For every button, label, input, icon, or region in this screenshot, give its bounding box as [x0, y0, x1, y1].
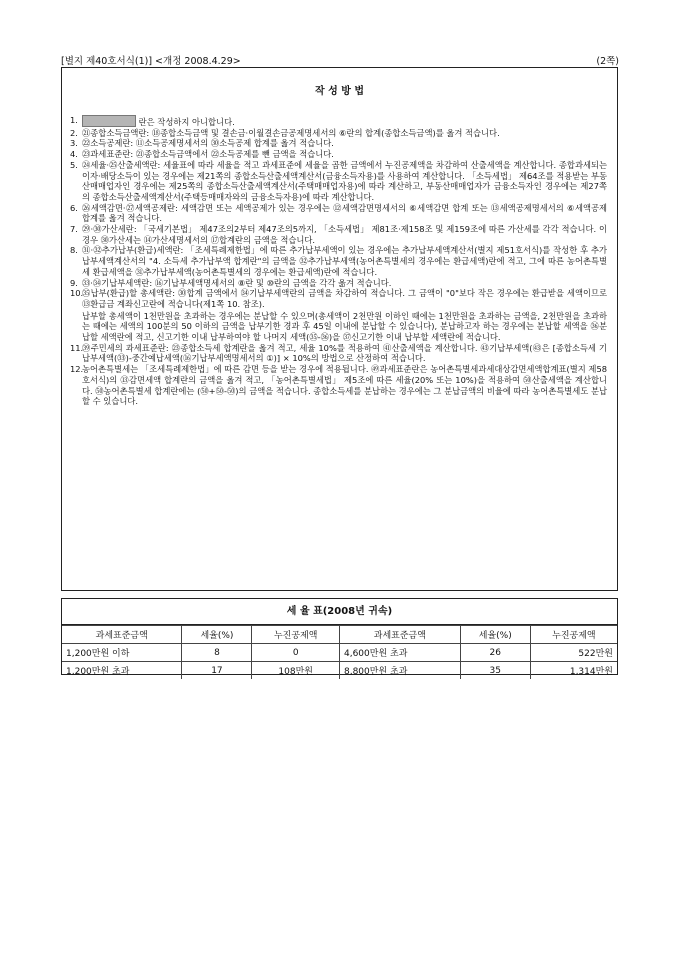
- instruction-number: 12.: [70, 364, 84, 375]
- table-cell: 522만원: [530, 644, 617, 662]
- instructions-title: 작 성 방 법: [314, 86, 365, 97]
- instruction-text: ㉙·㉚가산세란: 「국세기본법」 제47조의2부터 제47조의5까지, 「소득세법」 제81조·제158조 및 제159조에 따른 가산세를 각각 적습니다. 이 경우 ㉚가산세는 ⑭가산세명세서의 ⑰합계란의 금액을 적습니다.: [82, 224, 607, 245]
- table-header-cell: 누진공제액: [530, 626, 617, 644]
- form-header: [61, 53, 619, 67]
- tax-rate-table-title: 세 율 표(2008년 귀속): [62, 599, 617, 625]
- instruction-text: ㉟납부(환급)할 총세액란: ㉚합계 금액에서 ㉞기납부세액란의 금액을 차감하여 적습니다. 그 금액이 "0"보다 작은 경우에는 환급받을 세액이므로 ⑬환급금 계좌신고란에 적습니다(제1쪽 10. 참조).: [82, 288, 607, 309]
- instruction-item: [70, 245, 607, 277]
- table-cell: 1,314만원: [530, 662, 617, 680]
- instruction-item: [70, 128, 607, 139]
- instruction-text: ㉛·㉜추가납부(환급)세액란: 「조세특례제한법」에 따른 추가납부세액이 있는 경우에는 추가납부세액계산서(별지 제51호서식)를 작성한 후 추가납부세액계산서의 "4. 소득세 추가납부액 합계란"의 금액을 ㉜추가납부세액(농어촌특별세의 경우에는 환급세액)란에 적고, 그에 따른 농어촌특별세 환급세액을 ㉛추가납부세액(농어촌특별세의 경우에는 환급세액)란에 적습니다.: [82, 245, 607, 277]
- table-header-cell: 누진공제액: [252, 626, 340, 644]
- instruction-item: [70, 115, 607, 128]
- instruction-item: [70, 288, 607, 343]
- table-row: [62, 644, 617, 662]
- instructions-box: [61, 67, 618, 591]
- instruction-item: [70, 343, 607, 364]
- table-cell: 26: [460, 644, 530, 662]
- instruction-item: [70, 138, 607, 149]
- table-header-cell: 세율(%): [182, 626, 252, 644]
- table-cell: 17: [182, 662, 252, 680]
- instruction-text: ㉒소득공제란: ⑪소득공제명세서의 ㉚소득공제 합계를 옮겨 적습니다.: [82, 138, 334, 149]
- instruction-text: ㉖세액감면·㉗세액공제란: 세액감면 또는 세액공제가 있는 경우에는 ⑫세액감면명세서의 ⑥세액감면 합계 또는 ⑬세액공제명세서의 ⑥세액공제 합계를 옮겨 적습니다.: [82, 202, 607, 224]
- instruction-text: ㉔세율·㉕산출세액란: 세율표에 따라 세율을 적고 과세표준에 세율을 곱한 금액에서 누진공제액을 차감하여 산출세액을 계산합니다. 종합과세되는 이자·배당소득이 있는 경우에는 제21쪽의 종합소득산출세액계산서(금융소득자용)를 사용하여 계산합니다. 「소득세법」 제64조를 적용받는 부동산매매업자인 경우에는 제25쪽의 종합소득산출세액계산서(주택매매업자용)에 따라 계산하고, 부동산매매업자가 금융소득자인 경우에는 제27쪽의 종합소득산출세액계산서(주택등매매자와의 금융소득자용)에 따라 계산합니다.: [82, 159, 607, 202]
- instruction-item: [70, 149, 607, 160]
- instruction-number: 8.: [70, 245, 78, 256]
- instruction-item: [70, 224, 607, 245]
- instruction-number: 3.: [70, 138, 78, 149]
- table-header-cell: 세율(%): [460, 626, 530, 644]
- instruction-text: 농어촌특별세는 「조세특례제한법」에 따른 감면 등을 받는 경우에 적용됩니다. ㊾과세표준란은 농어촌특별세과세대상감면세액합계표(별지 제58호서식)의 ⑬감면세액 합계란의 금액을 옮겨 적고, 「농어촌특별세법」 제5조에 따른 세율(20% 또는 10%)을 적용하여 ㊿산출세액을 계산합니다. ㊿농어촌특별세 합계란에는 (㊿+㊿-㊿)의 금액을 적습니다. 종합소득세를 분납하는 경우에는 그 분납금액의 비율에 따라 농어촌특별세도 분납할 수 있습니다.: [82, 364, 607, 407]
- instructions-list: [62, 115, 617, 407]
- instruction-number: 4.: [70, 149, 78, 160]
- instruction-number: 1.: [70, 115, 78, 125]
- instruction-item: [70, 203, 607, 224]
- instruction-item: [70, 278, 607, 289]
- table-cell: 35: [460, 662, 530, 680]
- instruction-number: 6.: [70, 202, 78, 213]
- instruction-number: 7.: [70, 224, 78, 235]
- instruction-text: 란은 작성하지 아니합니다.: [138, 117, 235, 127]
- instruction-text: ㉓과세표준란: ㉑종합소득금액에서 ㉒소득공제를 뺀 금액을 적습니다.: [82, 149, 334, 160]
- page-indicator: (2쪽): [596, 56, 619, 67]
- form-number: [별지 제40호서식(1)] <개정 2008.4.29>: [61, 56, 241, 67]
- instruction-text: ㉝·㉞기납부세액란: ⑯기납부세액명세서의 ⑧란 및 ⑩란의 금액을 각각 옮겨 적습니다.: [82, 277, 392, 288]
- instruction-number: 2.: [70, 127, 78, 138]
- table-header-cell: 과세표준금액: [62, 626, 182, 644]
- instruction-number: 5.: [70, 159, 78, 170]
- instruction-item: [70, 364, 607, 407]
- table-cell: 108만원: [252, 662, 340, 680]
- shaded-field-sample: [82, 115, 136, 127]
- instruction-subtext: 납부할 총세액이 1천만원을 초과하는 경우에는 분납할 수 있으며(총세액이 2천만원 이하인 때에는 1천만원을 초과하는 금액을, 2천만원을 초과하는 때에는 세액의 100분의 50 이하의 금액을 납부기한 경과 후 45일 이내에 분납할 수 있습니다), 분납하고자 하는 경우에는 분납할 세액을 ㊱분납할 세액란에 적고, 신고기한 이내 납부하여야 할 나머지 세액(㉟-㊱)을 ㊲신고기한 이내 납부할 세액란에 적습니다.: [82, 310, 607, 343]
- tax-rate-table-box: [61, 598, 618, 675]
- instruction-number: 10.: [70, 288, 84, 299]
- table-header-cell: 과세표준금액: [339, 626, 460, 644]
- instruction-number: 9.: [70, 277, 78, 288]
- table-cell: 8: [182, 644, 252, 662]
- table-cell: 4,600만원 초과: [339, 644, 460, 662]
- instruction-text: ㉑종합소득금액란: ⑱종합소득금액 및 결손금·이월결손금공제명세서의 ⑥란의 합계(종합소득금액)를 옮겨 적습니다.: [82, 127, 500, 138]
- instruction-text: ㊴주민세의 과세표준란: ㉓종합소득세 합계란을 옮겨 적고, 세율 10%를 적용하여 ㊶산출세액을 계산합니다. ㊸기납부세액(㊸은 [종합소득세 기납부세액(㉝)-중간예납세액(⑯기납부세액명세서의 ①)] × 10%의 방법으로 산정하여 적습니다.: [82, 342, 607, 364]
- table-cell: 1,200만원 이하: [62, 644, 182, 662]
- table-cell: 0: [252, 644, 340, 662]
- instruction-item: [70, 160, 607, 203]
- table-row: [62, 662, 617, 680]
- table-cell: 1,200만원 초과: [62, 662, 182, 680]
- instruction-number: 11.: [70, 342, 84, 353]
- tax-rate-table: [62, 625, 617, 679]
- table-cell: 8,800만원 초과: [339, 662, 460, 680]
